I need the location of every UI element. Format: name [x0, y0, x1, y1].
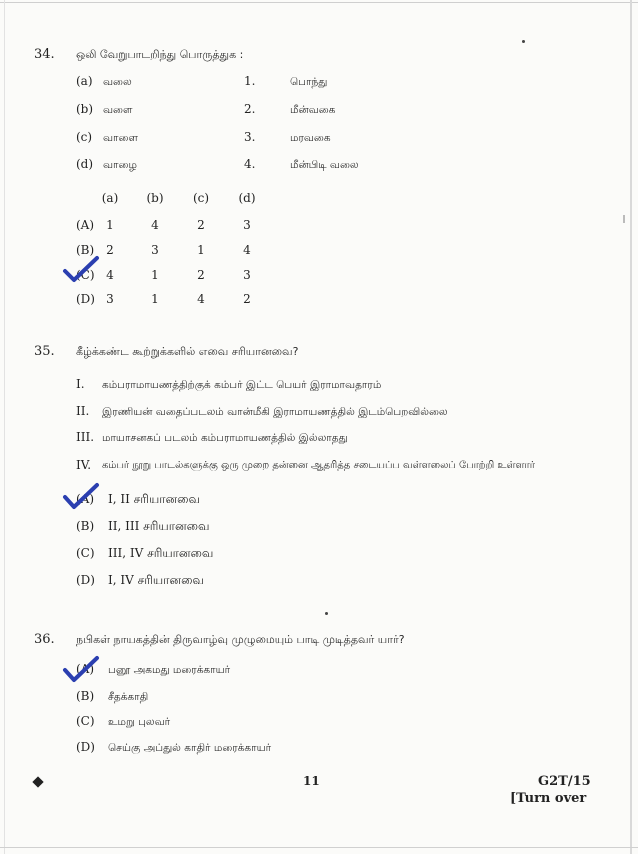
answer-checkmark-icon: [62, 482, 100, 510]
question-34-text: ஒலி வேறுபாடறிந்து பொருத்துக :: [76, 48, 244, 61]
q35-statement-number: III.: [76, 430, 95, 444]
q34-left-text: வளை: [103, 104, 133, 116]
q34-cell: 3: [243, 218, 251, 232]
q34-left-label: (a): [76, 74, 93, 88]
q34-cell: 4: [151, 218, 159, 232]
q34-right-text: மரவகை: [290, 132, 331, 144]
scan-speck: [522, 40, 525, 43]
page-edge-bottom: [0, 847, 638, 848]
q34-cell: 1: [151, 268, 159, 282]
question-34-number: 34.: [34, 47, 55, 62]
q36-option-label: (C): [76, 714, 95, 728]
q34-cell: 2: [197, 268, 205, 282]
scan-speck: [325, 612, 328, 615]
q34-right-number: 2.: [244, 102, 256, 116]
page-number: 11: [303, 774, 320, 788]
page-edge-right: [630, 0, 632, 854]
q34-cell: 3: [243, 268, 251, 282]
q34-cell: 1: [151, 292, 159, 306]
q35-statement-number: I.: [76, 377, 85, 391]
q35-statement-number: IV.: [76, 458, 92, 472]
q34-grid-header: (b): [146, 191, 164, 205]
q35-option-text: I, II சரியானவை: [108, 492, 200, 506]
footer-diamond-icon: [32, 776, 43, 787]
q35-option-text: II, III சரியானவை: [108, 519, 210, 533]
scan-speck: [623, 215, 625, 223]
q34-cell: 3: [151, 243, 159, 257]
q34-left-text: வாளை: [103, 132, 138, 144]
q34-grid-header: (d): [238, 191, 256, 205]
q34-left-text: வாழை: [103, 159, 137, 171]
page-edge-top: [0, 2, 638, 3]
q34-cell: 4: [106, 268, 114, 282]
q34-right-text: மீன்வகை: [290, 104, 336, 116]
q36-option-label: (A): [76, 662, 95, 676]
q36-option-text: செய்கு அப்துல் காதிர் மரைக்காயர்: [108, 742, 272, 754]
question-36-text: நபிகள் நாயகத்தின் திருவாழ்வு முழுமையும் பாடி முடித்தவர் யார்?: [76, 633, 405, 646]
q34-cell: 1: [197, 243, 205, 257]
q34-cell: 4: [243, 243, 251, 257]
q34-right-number: 1.: [244, 74, 256, 88]
paper-code: G2T/15: [538, 774, 591, 789]
q36-option-text: பனூ அகமது மரைக்காயர்: [108, 664, 231, 676]
q36-option-text: சீதக்காதி: [108, 691, 149, 703]
q34-option-label: (A): [76, 218, 95, 232]
q35-option-label: (D): [76, 573, 95, 587]
q34-cell: 1: [106, 218, 114, 232]
q35-option-label: (A): [76, 492, 95, 506]
q35-option-text: III, IV சரியானவை: [108, 546, 214, 560]
turn-over-label: [Turn over: [510, 791, 587, 806]
q34-right-number: 3.: [244, 130, 256, 144]
q34-right-text: மீன்பிடி வலை: [290, 159, 359, 171]
q35-option-label: (C): [76, 546, 95, 560]
q34-left-label: (b): [76, 102, 94, 116]
q34-option-label: (B): [76, 243, 95, 257]
q35-statement-text: கம்பர் நூறு பாடல்களுக்கு ஒரு முறை தன்னை ஆதரித்த சடையப்ப வள்ளலைப் போற்றி உள்ளார்: [102, 460, 535, 471]
q36-option-text: உமறு புலவர்: [108, 716, 171, 728]
q34-cell: 2: [243, 292, 251, 306]
q35-option-label: (B): [76, 519, 95, 533]
q34-cell: 2: [106, 243, 114, 257]
q35-statement-text: மாயாசனகப் படலம் கம்பராமாயணத்தில் இல்லாதது: [102, 432, 348, 444]
q35-statement-number: II.: [76, 404, 90, 418]
q34-grid-header: (c): [192, 191, 210, 205]
q35-option-text: I, IV சரியானவை: [108, 573, 204, 587]
q34-option-label: (C): [76, 268, 95, 282]
q35-statement-text: கம்பராமாயணத்திற்குக் கம்பர் இட்ட பெயர் இராமாவதாரம்: [102, 379, 382, 391]
page-edge-left: [4, 0, 5, 854]
q34-grid-header: (a): [101, 191, 119, 205]
question-35-number: 35.: [34, 344, 55, 359]
q34-left-label: (c): [76, 130, 93, 144]
q34-option-label: (D): [76, 292, 95, 306]
answer-checkmark-icon: [62, 655, 100, 683]
q34-right-text: பொந்து: [290, 76, 328, 88]
q34-left-text: வலை: [103, 76, 132, 88]
answer-checkmark-icon: [62, 255, 100, 283]
q34-cell: 3: [106, 292, 114, 306]
question-35-text: கீழ்க்கண்ட கூற்றுக்களில் எவை சரியானவை?: [76, 345, 299, 358]
q34-right-number: 4.: [244, 157, 256, 171]
q36-option-label: (D): [76, 740, 95, 754]
q34-left-label: (d): [76, 157, 94, 171]
q36-option-label: (B): [76, 689, 95, 703]
q34-cell: 4: [197, 292, 205, 306]
q34-cell: 2: [197, 218, 205, 232]
q35-statement-text: இரணியன் வதைப்படலம் வான்மீகி இராமாயணத்தில் இடம்பெறவில்லை: [102, 406, 448, 418]
question-36-number: 36.: [34, 632, 55, 647]
